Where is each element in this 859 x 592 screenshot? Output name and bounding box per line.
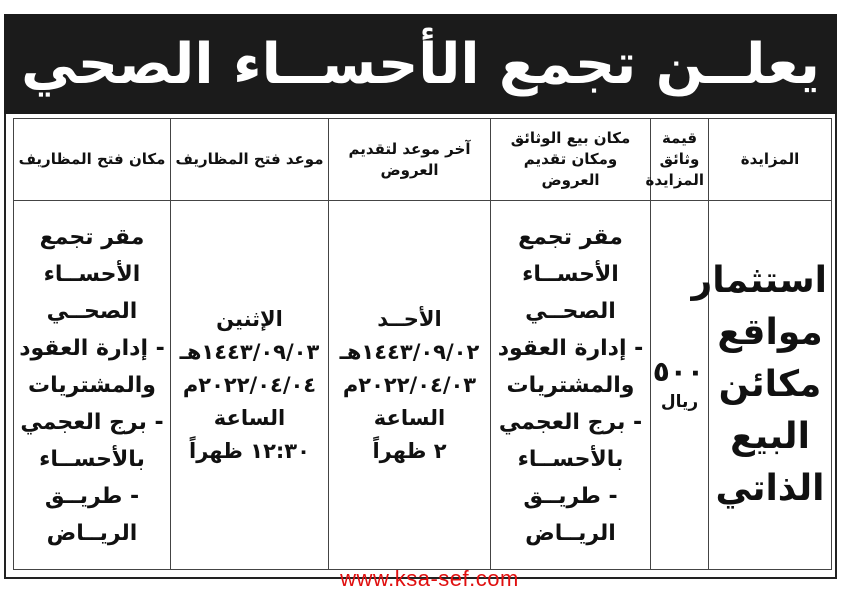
header-opening-place: مكان فتح المظاريف [14, 119, 171, 201]
cell-last-date [329, 201, 491, 570]
table-header-row [14, 119, 832, 201]
auction-name: استثمار مواقع مكائن البيع الذاتي [691, 260, 827, 509]
cell-sale-place [491, 201, 651, 570]
header-sale-place: مكان بيع الوثائق ومكان تقديم العروض [491, 119, 651, 201]
banner-title: يعلــن تجمع الأحســاء الصحي [21, 31, 820, 97]
header-last-date: آخر موعد لتقديم العروض [329, 119, 491, 201]
cell-opening-date [171, 201, 329, 570]
opening-date-text: الإثنين ١٤٤٣/٠٩/٠٣هـ ٢٠٢٢/٠٤/٠٤م الساعة ١٢:٣٠ ظهراً [179, 306, 320, 463]
cell-auction [691, 201, 832, 570]
announcement-banner [4, 14, 837, 114]
cell-opening-place [14, 201, 171, 570]
header-auction: المزايدة [709, 119, 832, 201]
sale-place-text: مقر تجمع الأحســاء الصحــي - إدارة العقود والمشتريات - برج العجمي بالأحســاء - طريــق الريــاض [497, 224, 644, 546]
opening-place-text: مقر تجمع الأحســاء الصحــي - إدارة العقود والمشتريات - برج العجمي بالأحســاء - طريــق الريــاض [19, 224, 165, 546]
header-opening-date: موعد فتح المظاريف [171, 119, 329, 201]
auction-table [13, 118, 832, 570]
price-currency: ريال [660, 392, 699, 412]
last-date-text: الأحــد ١٤٤٣/٠٩/٠٢هـ ٢٠٢٢/٠٤/٠٣م الساعة ٢ ظهراً [339, 306, 480, 463]
header-doc-price: قيمة وثائق المزايدة [651, 119, 709, 201]
watermark-url[interactable]: www.ksa-sef.com [340, 566, 519, 591]
price-amount: ٥٠٠ [652, 355, 704, 388]
table-row [14, 201, 832, 570]
